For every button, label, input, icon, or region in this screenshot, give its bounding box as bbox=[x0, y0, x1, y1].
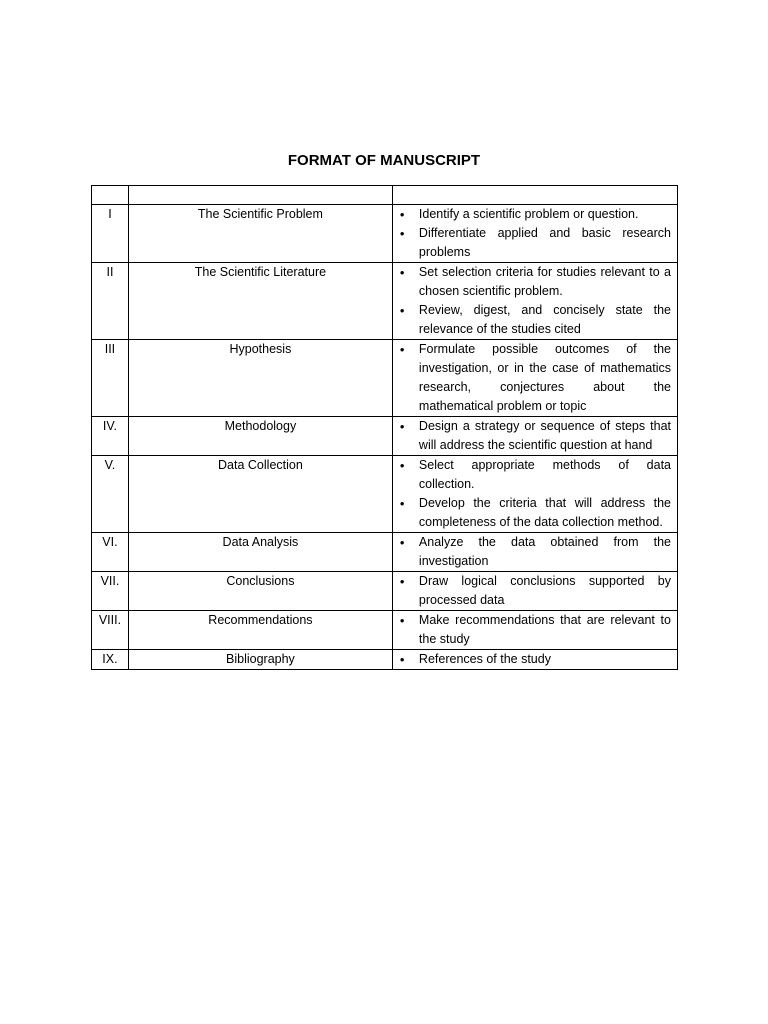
table-row bbox=[92, 572, 678, 611]
bullet-list bbox=[393, 417, 677, 455]
bullet-item: • Design a strategy or sequence of steps that will address the scientific question at hand bbox=[393, 417, 677, 455]
section-number: I bbox=[92, 205, 129, 263]
table-row bbox=[92, 417, 678, 456]
bullet-item: • Set selection criteria for studies relevant to a chosen scientific problem. bbox=[393, 263, 677, 301]
section-title: Bibliography bbox=[128, 650, 392, 670]
section-number: IV. bbox=[92, 417, 129, 456]
section-number: V. bbox=[92, 456, 129, 533]
section-description bbox=[392, 611, 677, 650]
bullet-item: • Develop the criteria that will address the completeness of the data collection method. bbox=[393, 494, 677, 532]
section-description bbox=[392, 205, 677, 263]
header-cell-description bbox=[392, 186, 677, 205]
section-title: Data Collection bbox=[128, 456, 392, 533]
bullet-item: • Differentiate applied and basic research problems bbox=[393, 224, 677, 262]
bullet-item: • Select appropriate methods of data collection. bbox=[393, 456, 677, 494]
section-number: IX. bbox=[92, 650, 129, 670]
bullet-item: • Review, digest, and concisely state the relevance of the studies cited bbox=[393, 301, 677, 339]
section-description bbox=[392, 417, 677, 456]
section-number: II bbox=[92, 263, 129, 340]
bullet-list bbox=[393, 340, 677, 416]
section-description bbox=[392, 533, 677, 572]
table-row bbox=[92, 340, 678, 417]
page-title: FORMAT OF MANUSCRIPT bbox=[287, 152, 481, 169]
bullet-list bbox=[393, 263, 677, 339]
bullet-item: • Make recommendations that are relevant to the study bbox=[393, 611, 677, 649]
table-row bbox=[92, 205, 678, 263]
bullet-item: • References of the study bbox=[393, 650, 677, 669]
section-description bbox=[392, 572, 677, 611]
bullet-list bbox=[393, 611, 677, 649]
table-row bbox=[92, 611, 678, 650]
table-row bbox=[92, 263, 678, 340]
manuscript-format-table bbox=[91, 185, 678, 670]
header-cell-section bbox=[128, 186, 392, 205]
section-number: III bbox=[92, 340, 129, 417]
bullet-list bbox=[393, 205, 677, 262]
section-title: The Scientific Problem bbox=[128, 205, 392, 263]
bullet-item: • Draw logical conclusions supported by processed data bbox=[393, 572, 677, 610]
bullet-list bbox=[393, 456, 677, 532]
table-row bbox=[92, 456, 678, 533]
section-title: Hypothesis bbox=[128, 340, 392, 417]
section-title: Data Analysis bbox=[128, 533, 392, 572]
section-number: VI. bbox=[92, 533, 129, 572]
section-number: VIII. bbox=[92, 611, 129, 650]
bullet-list bbox=[393, 572, 677, 610]
bullet-item: • Analyze the data obtained from the investigation bbox=[393, 533, 677, 571]
section-title: The Scientific Literature bbox=[128, 263, 392, 340]
table-header-row bbox=[92, 186, 678, 205]
section-description bbox=[392, 650, 677, 670]
table-row bbox=[92, 533, 678, 572]
table-body bbox=[92, 186, 678, 670]
section-number: VII. bbox=[92, 572, 129, 611]
bullet-item: • Formulate possible outcomes of the investigation, or in the case of mathematics research, conjectures about the mathematical problem or topic bbox=[393, 340, 677, 416]
bullet-list bbox=[393, 650, 677, 669]
bullet-item: • Identify a scientific problem or question. bbox=[393, 205, 677, 224]
header-cell-number bbox=[92, 186, 129, 205]
table-row bbox=[92, 650, 678, 670]
section-title: Methodology bbox=[128, 417, 392, 456]
section-title: Conclusions bbox=[128, 572, 392, 611]
section-description bbox=[392, 340, 677, 417]
section-description bbox=[392, 263, 677, 340]
section-description bbox=[392, 456, 677, 533]
section-title: Recommendations bbox=[128, 611, 392, 650]
bullet-list bbox=[393, 533, 677, 571]
